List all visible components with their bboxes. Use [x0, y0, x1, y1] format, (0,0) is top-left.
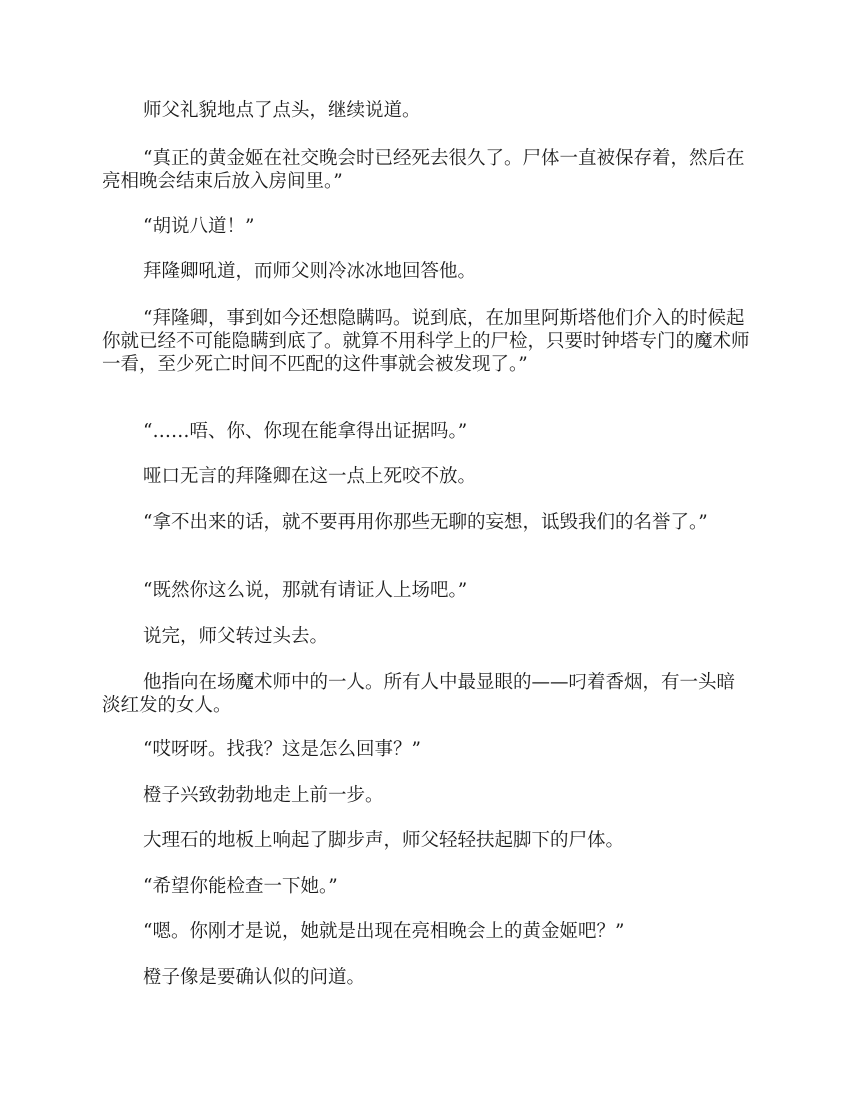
- paragraph: 哑口无言的拜隆卿在这一点上死咬不放。: [143, 466, 477, 487]
- paragraph: 师父礼貌地点了点头，继续说道。: [143, 100, 421, 121]
- paragraph: “希望你能检查一下她。”: [143, 876, 338, 897]
- paragraph: 橙子兴致勃勃地走上前一步。: [143, 785, 384, 806]
- paragraph: “哎呀呀。找我？这是怎么回事？”: [143, 739, 421, 760]
- paragraph: 说完，师父转过头去。: [143, 626, 329, 647]
- paragraph: “既然你这么说，那就有请证人上场吧。”: [143, 580, 468, 601]
- paragraph: “真正的黄金姬在社交晚会时已经死去很久了。尸体一直被保存着，然后在亮相晚会结束后放入房间里。”: [102, 148, 745, 192]
- paragraph: “……唔、你、你现在能拿得出证据吗。”: [143, 421, 468, 442]
- paragraph: “胡说八道！”: [143, 216, 255, 237]
- paragraph: 大理石的地板上响起了脚步声，师父轻轻扶起脚下的尸体。: [143, 830, 625, 851]
- paragraph: 拜隆卿吼道，而师父则冷冰冰地回答他。: [143, 261, 477, 282]
- paragraph: “拿不出来的话，就不要再用你那些无聊的妄想，诋毁我们的名誉了。”: [143, 512, 708, 533]
- paragraph: “拜隆卿，事到如今还想隐瞒吗。说到底，在加里阿斯塔他们介入的时候起你就已经不可能隐瞒到底了。就算不用科学上的尸检，只要时钟塔专门的魔术师一看，至少死亡时间不匹配的这件事就会被发现了。”: [102, 308, 750, 375]
- paragraph: 他指向在场魔术师中的一人。所有人中最显眼的——叼着香烟，有一头暗淡红发的女人。: [102, 672, 736, 716]
- paragraph: 橙子像是要确认似的问道。: [143, 967, 366, 988]
- paragraph: “嗯。你刚才是说，她就是出现在亮相晚会上的黄金姬吧？”: [143, 921, 625, 942]
